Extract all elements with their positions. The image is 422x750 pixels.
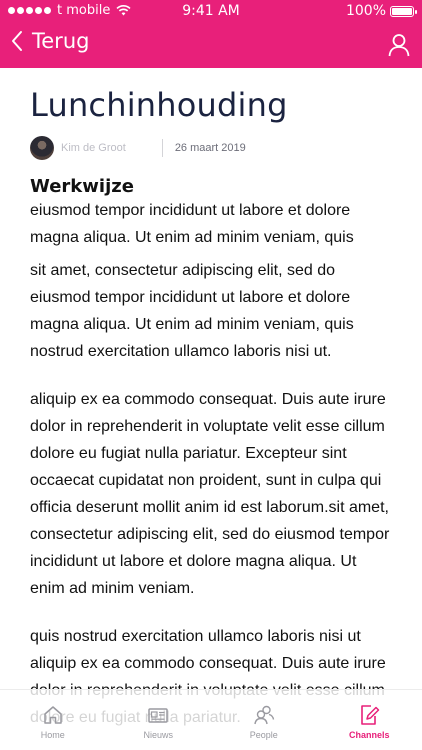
article-content	[30, 68, 394, 690]
tab-bar	[0, 689, 422, 750]
section-heading: Werkwijze	[30, 176, 134, 197]
tab-label: Nieuws	[143, 730, 173, 740]
tab-channels[interactable]	[317, 690, 422, 750]
user-profile-icon[interactable]	[388, 33, 410, 57]
tab-label: People	[249, 730, 278, 740]
author-name[interactable]: Kim de Groot	[61, 142, 126, 154]
tab-people[interactable]	[211, 690, 317, 750]
back-button[interactable]	[10, 29, 89, 53]
article-paragraph: sit amet, consectetur adipiscing elit, sed do eiusmod tempor incididunt ut labore et dolore magna aliqua. Ut enim ad minim veniam, quis nostrud exercitation ullamco laboris nisi ut.	[30, 262, 354, 360]
publish-date: 26 maart 2019	[174, 142, 246, 154]
navigation-bar	[0, 22, 422, 68]
article-paragraph: aliquip ex ea commodo consequat. Duis aute irure dolor in reprehenderit in voluptate velit esse cillum dolore eu fugiat nulla pariatur. Excepteur sint occaecat cupidatat non proident, sunt in culpa qui officia deserunt mollit anim id est laborum.sit amet, consectetur adipiscing elit, sed do eiusmod tempor incididunt ut labore et dolore magna aliqua. Ut enim ad minim veniam.	[30, 391, 390, 597]
status-time: 9:41 AM	[182, 3, 240, 19]
home-icon	[42, 704, 64, 726]
article-paragraph: quis nostrud exercitation ullamco laboris nisi ut aliquip ex ea commodo consequat. Duis aute irure	[30, 628, 386, 672]
article-paragraph: eiusmod tempor incididunt ut labore et dolore magna aliqua. Ut enim ad minim veniam, quis	[30, 202, 354, 246]
tab-nieuws[interactable]	[106, 690, 212, 750]
back-label: Terug	[32, 29, 90, 53]
battery-percentage: 100%	[345, 3, 386, 19]
edit-document-icon	[358, 704, 380, 726]
tab-label: Home	[40, 730, 65, 740]
battery-icon	[390, 6, 414, 17]
battery-fill	[392, 8, 412, 15]
meta-divider	[162, 139, 163, 157]
people-icon	[253, 704, 275, 726]
chevron-left-icon	[10, 30, 24, 52]
article-title: Lunchinhouding	[30, 86, 288, 124]
author-avatar[interactable]	[30, 136, 54, 160]
battery-group	[346, 3, 414, 19]
tab-home[interactable]	[0, 690, 106, 750]
carrier-name: t mobile	[57, 3, 111, 18]
article-meta	[30, 134, 394, 162]
newspaper-icon	[147, 704, 169, 726]
status-bar	[0, 0, 422, 22]
tab-label: Channels	[348, 730, 390, 740]
